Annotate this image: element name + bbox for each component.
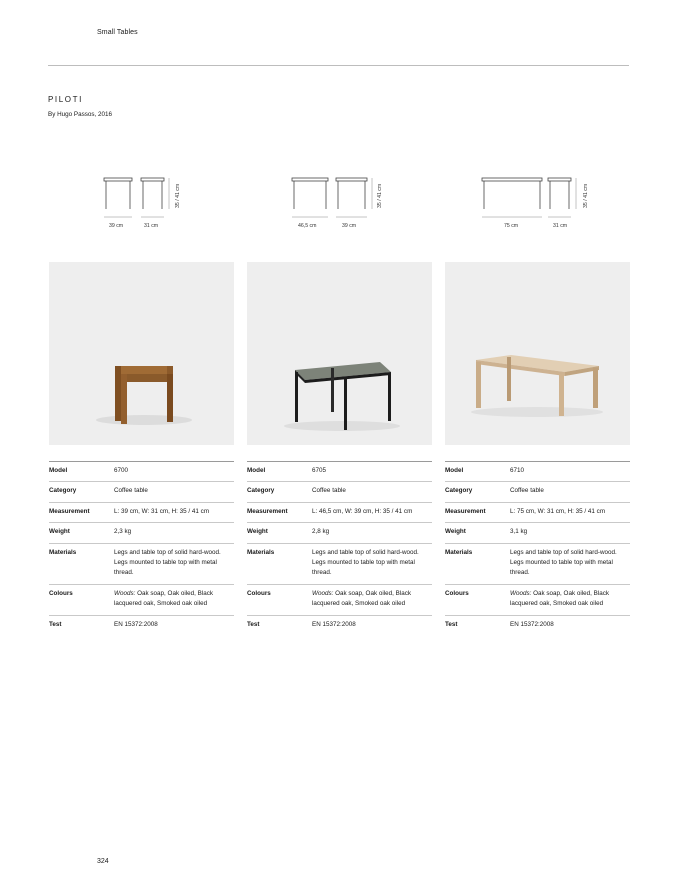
spec-row-colours: [247, 584, 432, 615]
spec-label: Measurement: [49, 507, 90, 515]
section-label: Small Tables: [97, 29, 138, 36]
spec-row-weight: [445, 522, 630, 542]
spec-value: EN 15372:2008: [114, 620, 158, 628]
spec-label: Test: [445, 620, 458, 628]
spec-label: Measurement: [247, 507, 288, 515]
spec-label: Test: [49, 620, 62, 628]
drawing-height-dim: 35 / 41 cm: [377, 183, 383, 208]
spec-label: Weight: [247, 528, 268, 536]
spec-label: Weight: [445, 528, 466, 536]
spec-row-measurement: [49, 502, 234, 522]
spec-label: Category: [247, 487, 275, 495]
spec-row-measurement: [247, 502, 432, 522]
spec-row-category: [49, 481, 234, 501]
spec-label: Colours: [49, 589, 73, 597]
spec-value: 6710: [510, 467, 525, 474]
spec-value: Legs and table top of solid hard-wood. Legs mounted to table top with metal thread.: [312, 548, 419, 577]
spec-label: Materials: [445, 548, 473, 556]
spec-row-materials: [247, 543, 432, 584]
spec-value: L: 75 cm, W: 31 cm, H: 35 / 41 cm: [510, 507, 606, 515]
drawing-6700: [100, 170, 290, 230]
product-photo-6700: [49, 262, 234, 445]
spec-label: Model: [247, 467, 266, 474]
spec-label: Materials: [49, 548, 77, 556]
spec-value: Coffee table: [312, 487, 346, 495]
spec-label: Category: [49, 487, 77, 495]
spec-value: Coffee table: [114, 487, 148, 495]
colours-prefix: Woods:: [510, 589, 532, 597]
spec-row-colours: [49, 584, 234, 615]
colours-list: Oak soap, Oak oiled, Black lacquered oak, Smoked oak oiled: [312, 589, 412, 608]
spec-value: L: 46,5 cm, W: 39 cm, H: 35 / 41 cm: [312, 507, 413, 515]
spec-value: 2,3 kg: [114, 528, 132, 536]
spec-row-materials: [49, 543, 234, 584]
colours-prefix: Woods:: [312, 589, 334, 597]
spec-row-colours: [445, 584, 630, 615]
spec-row-category: [445, 481, 630, 501]
spec-label: Test: [247, 620, 260, 628]
drawing-front-dim: 39 cm: [109, 223, 124, 229]
spec-label: Measurement: [445, 507, 486, 515]
spec-label: Model: [445, 467, 464, 474]
drawing-side-dim: 31 cm: [144, 223, 159, 229]
spec-value: [114, 589, 234, 610]
drawing-6705: [289, 170, 479, 230]
drawing-front-dim: 46,5 cm: [298, 223, 317, 229]
drawing-6710: [480, 170, 670, 230]
spec-value: Coffee table: [510, 487, 544, 495]
spec-row-measurement: [445, 502, 630, 522]
colours-list: Oak soap, Oak oiled, Black lacquered oak, Smoked oak oiled: [114, 589, 214, 608]
spec-value: EN 15372:2008: [312, 620, 356, 628]
spec-label: Colours: [247, 589, 271, 597]
drawing-height-dim: 35 / 41 cm: [583, 183, 589, 208]
spec-value: L: 39 cm, W: 31 cm, H: 35 / 41 cm: [114, 507, 210, 515]
drawing-height-dim: 35 / 41 cm: [175, 183, 181, 208]
header-divider: [48, 65, 629, 66]
spec-row-model: [247, 461, 432, 481]
spec-label: Colours: [445, 589, 469, 597]
spec-label: Weight: [49, 528, 70, 536]
spec-value: Legs and table top of solid hard-wood. Legs mounted to table top with metal thread.: [510, 548, 617, 577]
spec-value: 6700: [114, 467, 129, 474]
spec-label: Materials: [247, 548, 275, 556]
spec-label: Category: [445, 487, 473, 495]
colours-list: Oak soap, Oak oiled, Black lacquered oak, Smoked oak oiled: [510, 589, 610, 608]
spec-value: 3,1 kg: [510, 528, 528, 536]
spec-value: [312, 589, 432, 610]
page-number: 324: [97, 858, 109, 865]
spec-value: [510, 589, 630, 610]
spec-value: 2,8 kg: [312, 528, 330, 536]
spec-table-6700: [49, 461, 234, 635]
product-title: PILOTI: [48, 95, 83, 104]
spec-row-test: [445, 615, 630, 635]
colours-prefix: Woods:: [114, 589, 136, 597]
product-designer: By Hugo Passos, 2016: [48, 111, 113, 118]
spec-row-category: [247, 481, 432, 501]
product-photo-6710: [445, 262, 630, 445]
drawing-front-dim: 75 cm: [504, 223, 519, 229]
spec-table-6705: [247, 461, 432, 635]
spec-row-model: [49, 461, 234, 481]
spec-row-weight: [247, 522, 432, 542]
spec-row-test: [49, 615, 234, 635]
spec-row-model: [445, 461, 630, 481]
spec-label: Model: [49, 467, 68, 474]
spec-value: EN 15372:2008: [510, 620, 554, 628]
spec-row-test: [247, 615, 432, 635]
spec-row-materials: [445, 543, 630, 584]
spec-value: 6705: [312, 467, 327, 474]
drawing-side-dim: 31 cm: [553, 223, 568, 229]
drawing-side-dim: 39 cm: [342, 223, 357, 229]
spec-row-weight: [49, 522, 234, 542]
spec-table-6710: [445, 461, 630, 635]
product-photo-6705: [247, 262, 432, 445]
spec-value: Legs and table top of solid hard-wood. Legs mounted to table top with metal thread.: [114, 548, 221, 577]
